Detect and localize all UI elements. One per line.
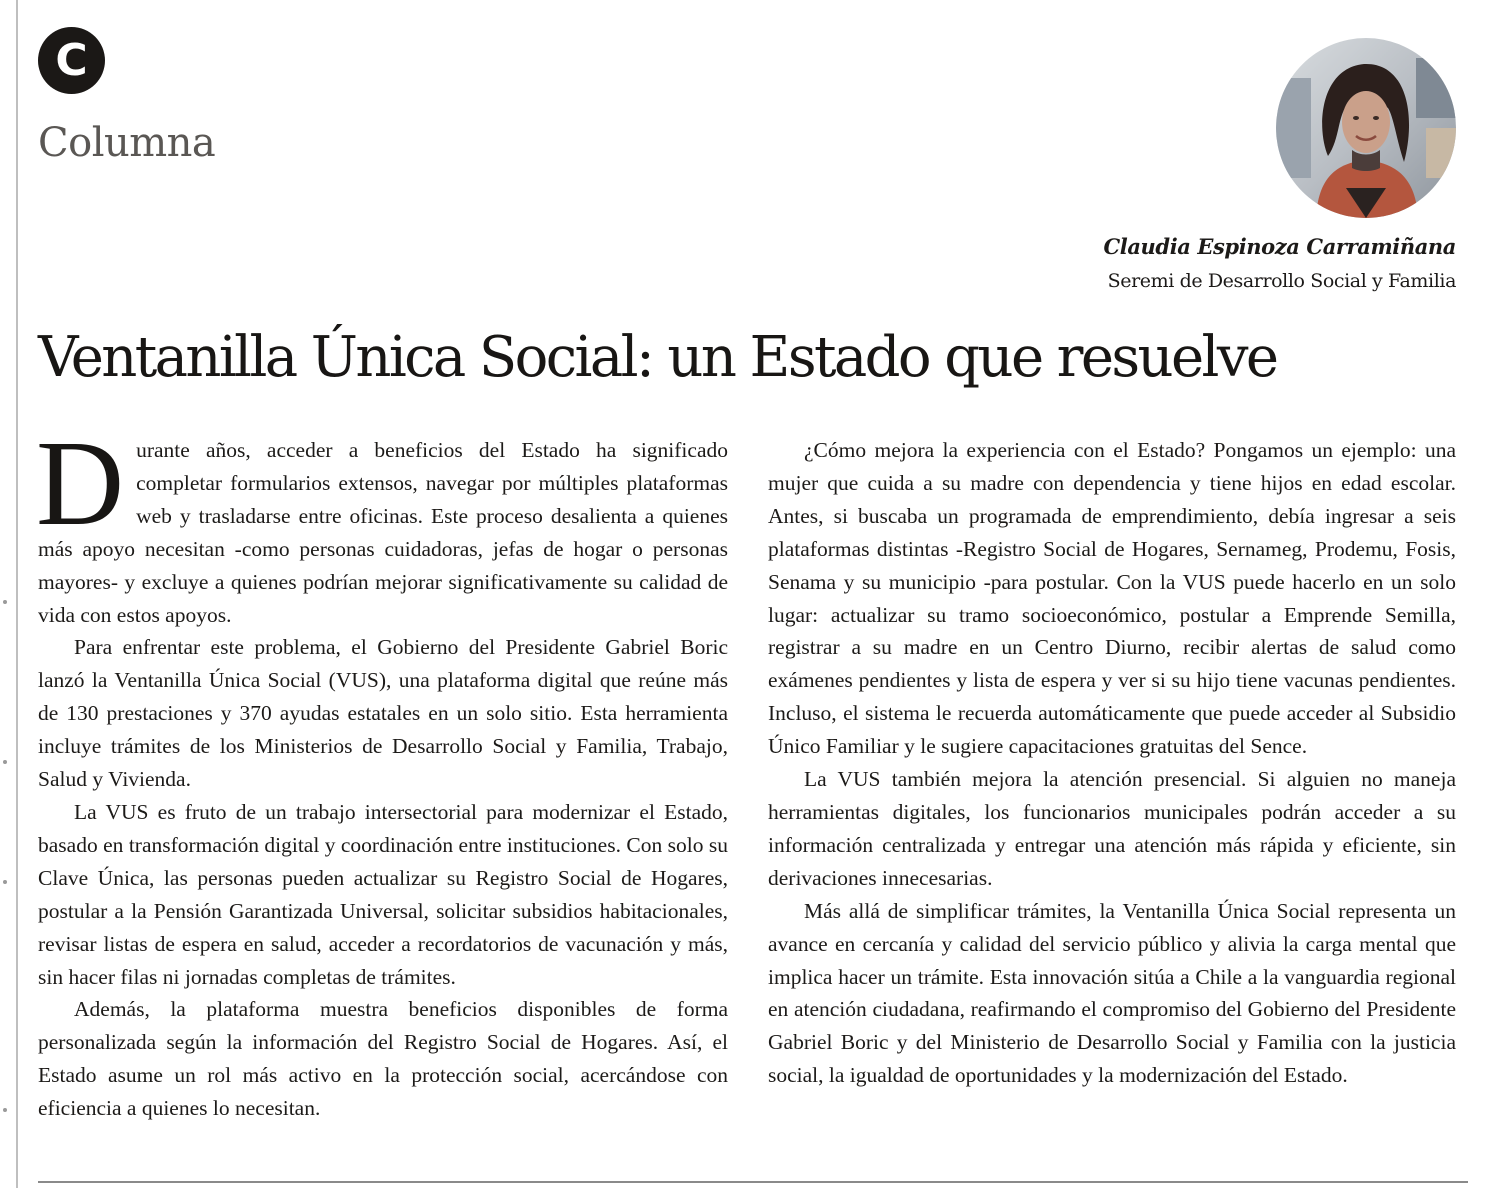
- author-role: Seremi de Desarrollo Social y Familia: [1107, 270, 1456, 292]
- paragraph-text: urante años, acceder a beneficios del Estado ha significado completar formularios extensos, navegar por múltiples plataformas web y trasladarse entre oficinas. Este proceso desalienta a quienes más apoyo necesitan -como personas cuidadoras, jefas de hogar o personas mayores- y excluye a quienes podrían mejorar significativamente su calidad de vida con estos apoyos.: [38, 438, 728, 627]
- article-headline: Ventanilla Única Social: un Estado que resuelve: [38, 325, 1277, 390]
- article-column-left: [36, 416, 728, 1125]
- margin-mark: [3, 760, 7, 764]
- paragraph: Para enfrentar este problema, el Gobierno del Presidente Gabriel Boric lanzó la Ventanilla Única Social (VUS), una plataforma digital que reúne más de 130 prestaciones y 370 ayudas estatales en un solo sitio. Esta herramienta incluye trámites de los Ministerios de Desarrollo Social y Familia, Trabajo, Salud y Vivienda.: [38, 635, 728, 792]
- paragraph: La VUS es fruto de un trabajo intersectorial para modernizar el Estado, basado en transformación digital y coordinación entre instituciones. Con solo su Clave Única, las personas pueden actualizar su Registro Social de Hogares, postular a la Pensión Garantizada Universal, solicitar subsidios habitacionales, revisar listas de espera en salud, acceder a recordatorios de vacunación y más, sin hacer filas ni jornadas completas de trámites.: [38, 799, 728, 989]
- page-edge-rule: [16, 0, 18, 1188]
- drop-cap: D: [36, 416, 125, 551]
- article-column-right: [768, 434, 1456, 1092]
- paragraph: La VUS también mejora la atención presencial. Si alguien no maneja herramientas digitales, los funcionarios municipales podrán acceder a su información centralizada y entregar una atención más rápida y eficiente, sin derivaciones innecesarias.: [768, 767, 1456, 890]
- section-label: Columna: [38, 120, 216, 166]
- paragraph: ¿Cómo mejora la experiencia con el Estado? Pongamos un ejemplo: una mujer que cuida a su madre con dependencia y tiene hijos en edad escolar. Antes, si buscaba un programada de emprendimiento, debía ingresar a seis plataformas distintas -Registro Social de Hogares, Sernameg, Prodemu, Fosis, Senama y su municipio -para postular. Con la VUS puede hacerlo en un solo lugar: actualizar su tramo socioeconómico, postular a Emprende Semilla, registrar a su madre en un Centro Diurno, recibir alertas de salud como exámenes pendientes y lista de espera y ver si su hijo tiene vacunas pendientes. Incluso, el sistema le recuerda automáticamente que puede acceder al Subsidio Único Familiar y le sugiere capacitaciones gratuitas del Sence.: [768, 438, 1456, 759]
- author-photo: [1276, 38, 1456, 218]
- author-portrait-icon: [1276, 38, 1456, 218]
- paragraph: Además, la plataforma muestra beneficios disponibles de forma personalizada según la información del Registro Social de Hogares. Así, el Estado asume un rol más activo en la protección social, acercándose con eficiencia a quienes lo necesitan.: [38, 997, 728, 1121]
- logo-letter: C: [55, 35, 88, 86]
- margin-mark: [3, 880, 7, 884]
- column-logo-icon: [38, 27, 105, 94]
- author-name: Claudia Espinoza Carramiñana: [1103, 234, 1456, 259]
- margin-mark: [3, 1108, 7, 1112]
- paragraph: Más allá de simplificar trámites, la Ventanilla Única Social representa un avance en cercanía y calidad del servicio público y alivia la carga mental que implica hacer un trámite. Esta innovación sitúa a Chile a la vanguardia regional en atención ciudadana, reafirmando el compromiso del Gobierno del Presidente Gabriel Boric y del Ministerio de Desarrollo Social y Familia con la justicia social, la igualdad de oportunidades y la modernización del Estado.: [768, 898, 1456, 1088]
- margin-mark: [3, 600, 7, 604]
- bottom-rule: [38, 1181, 1468, 1183]
- paragraph: [36, 416, 728, 631]
